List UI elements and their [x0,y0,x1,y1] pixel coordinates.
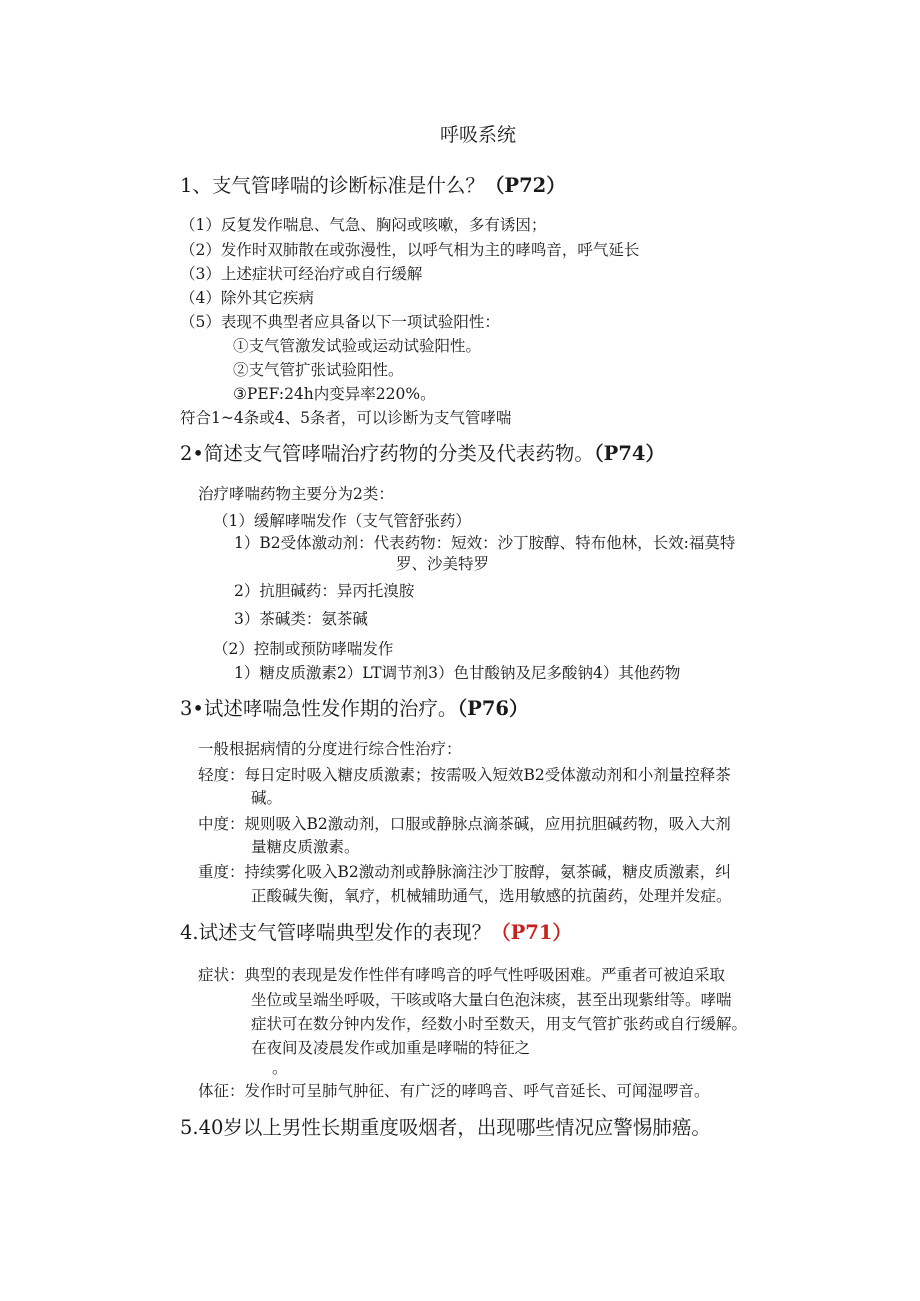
q2-line: 罗、沙美特罗 [396,555,490,573]
q2-line: 治疗哮喘药物主要分为2类： [198,485,394,503]
q4-line: 。 [272,1059,288,1077]
question-2-text: 2•简述支气管哮喘治疗药物的分类及代表药物。 [180,442,594,465]
q4-line: 体征：发作时可呈肺气肿征、有广泛的哮鸣音、呼气音延长、可闻湿啰音。 [198,1082,710,1100]
question-4-heading [180,923,572,943]
question-4-text: 4.试述支气管哮喘典型发作的表现？ [180,921,492,944]
q2-line: 3）茶碱类：氨茶碱 [234,610,368,628]
q2-line: 1）糖皮质激素2）LT调节剂3）色甘酸钠及尼多酸钠4）其他药物 [234,664,681,682]
q4-line: 症状：典型的表现是发作性伴有哮鸣音的呼气性呼吸困难。严重者可被迫采取 [198,966,726,984]
q1-line: （4）除外其它疾病 [180,289,314,307]
q3-line: 一般根据病情的分度进行综合性治疗： [198,740,462,758]
question-2-heading [180,444,665,464]
q1-line: （3）上述症状可经治疗或自行缓解 [180,265,423,283]
q3-line: 轻度：每日定时吸入糖皮质激素；按需吸入短效B2受体激动剂和小剂量控释茶 [198,766,731,784]
question-3-text: 3•试述哮喘急性发作期的治疗。 [180,697,458,720]
q1-line: （1）反复发作喘息、气急、胸闷或咳嗽，多有诱因； [180,216,547,234]
q1-line: （5）表现不典型者应具备以下一项试验阳性： [180,313,500,331]
q4-line: 坐位或呈端坐呼吸，干咳或咯大量白色泡沫痰，甚至出现紫绀等。哮喘 [251,991,732,1009]
q3-line: 中度：规则吸入B2激动剂，口服或静脉点滴茶碱，应用抗胆碱药物，吸入大剂 [198,815,731,833]
question-5-heading [180,1118,711,1138]
question-1-ref: （P72） [484,174,566,197]
q3-line: 碱。 [251,789,283,807]
question-2-ref: （P74） [593,442,665,465]
q1-line: （2）发作时双肺散在或弥漫性，以呼气相为主的哮鸣音，呼气延长 [180,241,640,259]
q2-line: 2）抗胆碱药：异丙托溴胺 [234,582,415,600]
q3-line: 重度：持续雾化吸入B2激动剂或静脉滴注沙丁胺醇，氨茶碱，糖皮质激素，纠 [198,863,731,881]
question-3-heading [180,699,528,719]
page-title: 呼吸系统 [440,124,517,146]
q3-line: 正酸碱失衡，氧疗，机械辅助通气，选用敏感的抗菌药，处理并发症。 [251,887,732,905]
q2-line: 1）B2受体激动剂：代表药物：短效：沙丁胺醇、特布他林，长效:福莫特 [234,534,736,552]
q3-line: 量糖皮质激素。 [251,838,360,856]
question-4-ref: （P71） [491,921,572,944]
q1-line: ②支气管扩张试验阳性。 [233,361,404,379]
question-1-heading [180,176,566,196]
q4-line: 在夜间及凌晨发作或加重是哮喘的特征之 [251,1039,531,1057]
q1-line: ③PEF:24h内变异率220%。 [233,385,436,403]
question-1-text: 1、支气管哮喘的诊断标准是什么？ [180,174,485,197]
q4-line: 症状可在数分钟内发作，经数小时至数天，用支气管扩张药或自行缓解。 [251,1015,748,1033]
q2-line: （1）缓解哮喘发作（支气管舒张药） [213,512,471,530]
question-3-ref: （P76） [457,697,529,720]
q1-line: 符合1~4条或4、5条者，可以诊断为支气管哮喘 [180,409,512,427]
question-5-text: 5.40岁以上男性长期重度吸烟者，出现哪些情况应警惕肺癌。 [180,1116,711,1139]
q2-line: （2）控制或预防哮喘发作 [213,640,394,658]
q1-line: ①支气管激发试验或运动试验阳性。 [233,337,482,355]
